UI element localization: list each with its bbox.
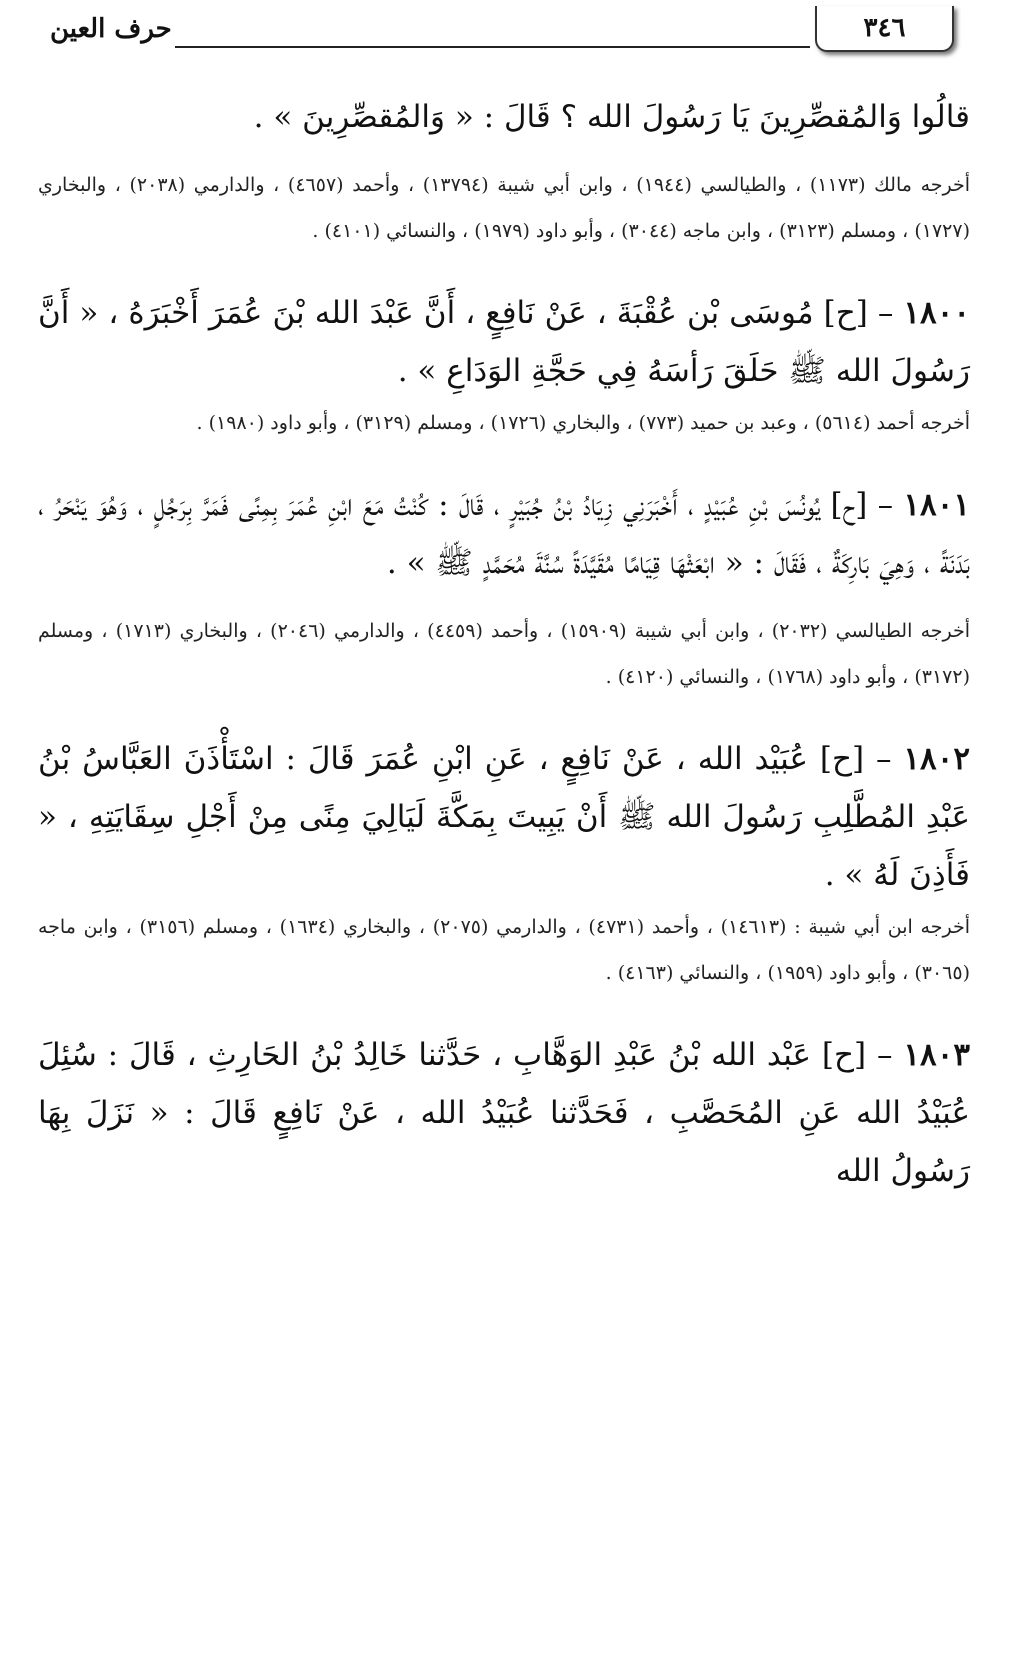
hadith-number: ١٨٠١ [903, 487, 970, 523]
page-number: ٣٤٦ [815, 6, 954, 52]
hadith-text: – [ح] مُوسَى بْن عُقْبَةَ ، عَنْ نَافِعٍ ، أَنَّ عَبْدَ الله بْنَ عُمَرَ أَخْبَرَهُ ، « أَنَّ رَسُولَ الله ﷺ حَلَقَ رَأسَهُ فِي حَجَّةِ الوَدَاعِ » . [38, 295, 970, 389]
hadith-number: ١٨٠٣ [903, 1037, 970, 1073]
takhrij-note: أخرجه ابن أبي شيبة : (١٤٦١٣) ، وأحمد (٤٧٣١) ، والدارمي (٢٠٧٥) ، والبخاري (١٦٣٤) ، ومسلم (٣١٥٦) ، وابن ماجه (٣٠٦٥) ، وأبو داود (١٩٥٩) ، والنسائي (٤١٦٣) . [38, 916, 970, 984]
hadith-1800 [38, 284, 970, 400]
hadith-text: – [ح] عُبَيْد الله ، عَنْ نَافِعٍ ، عَنِ ابْنِ عُمَرَ قَالَ : اسْتَأْذَنَ العَبَّاسُ بْنُ عَبْدِ المُطَّلِبِ رَسُولَ الله ﷺ أَنْ يَبِيتَ بِمَكَّةَ لَيَالِيَ مِنًى مِنْ أَجْلِ سِقَايَتِهِ ، « فَأَذِنَ لَهُ » . [38, 741, 970, 893]
takhrij-note: أخرجه الطيالسي (٢٠٣٢) ، وابن أبي شيبة (١٥٩٠٩) ، وأحمد (٤٤٥٩) ، والدارمي (٢٠٤٦) ، والبخاري (١٧١٣) ، ومسلم (٣١٧٢) ، وأبو داود (١٧٦٨) ، والنسائي (٤١٢٠) . [38, 620, 971, 688]
page-header [0, 0, 1010, 70]
takhrij-note: أخرجه مالك (١١٧٣) ، والطيالسي (١٩٤٤) ، وابن أبي شيبة (١٣٧٩٤) ، وأحمد (٤٦٥٧) ، والدارمي (٢٠٣٨) ، والبخاري (١٧٢٧) ، ومسلم (٣١٢٣) ، وابن ماجه (٣٠٤٤) ، وأبو داود (١٩٧٩) ، والنسائي (٤١٠١) . [38, 174, 971, 242]
hadith-text: – [ح] يُونُسَ بْنِ عُبَيْدٍ ، أَخْبَرَنِي زِيَادُ بْنُ جُبَيْرٍ ، قَالَ : كُنْتُ مَعَ ابْنِ عُمَرَ بِمِنًى فَمَرَّ بِرَجُلٍ ، وَهُوَ يَنْحَرُ ، بَدَنَةً ، وَهِيَ بَارِكَةٌ ، فَقَالَ : « ابْعَثْهَا قِيَامًا مُقَيَّدَةً سُنَّةَ مُحَمَّدٍ ﷺ » . [38, 487, 970, 581]
hadith-1803 [38, 1026, 970, 1200]
hadith-number: ١٨٠٢ [903, 741, 970, 777]
takhrij-note: أخرجه أحمد (٥٦١٤) ، وعبد بن حميد (٧٧٣) ، والبخاري (١٧٢٦) ، ومسلم (٣١٢٩) ، وأبو داود (١٩٨٠) . [196, 412, 970, 434]
hadith-text: – [ح] عَبْد الله بْنُ عَبْدِ الوَهَّابِ ، حَدَّثنا خَالِدُ بْنُ الحَارِثِ ، قَالَ : سُئِلَ عُبَيْدُ الله عَنِ المُحَصَّبِ ، فَحَدَّثنا عُبَيْدُ الله ، عَنْ نَافِعٍ قَالَ : « نَزَلَ بِهَا رَسُولُ الله [38, 1037, 970, 1189]
hadith-number: ١٨٠٠ [903, 295, 971, 331]
hadith-1801 [38, 476, 970, 592]
chapter-title: حرف العين [50, 14, 172, 44]
page-content [38, 88, 970, 1200]
hadith-1802 [38, 730, 970, 904]
hadith-continuation: قالُوا وَالمُقصِّرِينَ يَا رَسُولَ الله ؟ قَالَ : « وَالمُقصِّرِينَ » . [253, 99, 970, 135]
header-rule [175, 46, 810, 48]
